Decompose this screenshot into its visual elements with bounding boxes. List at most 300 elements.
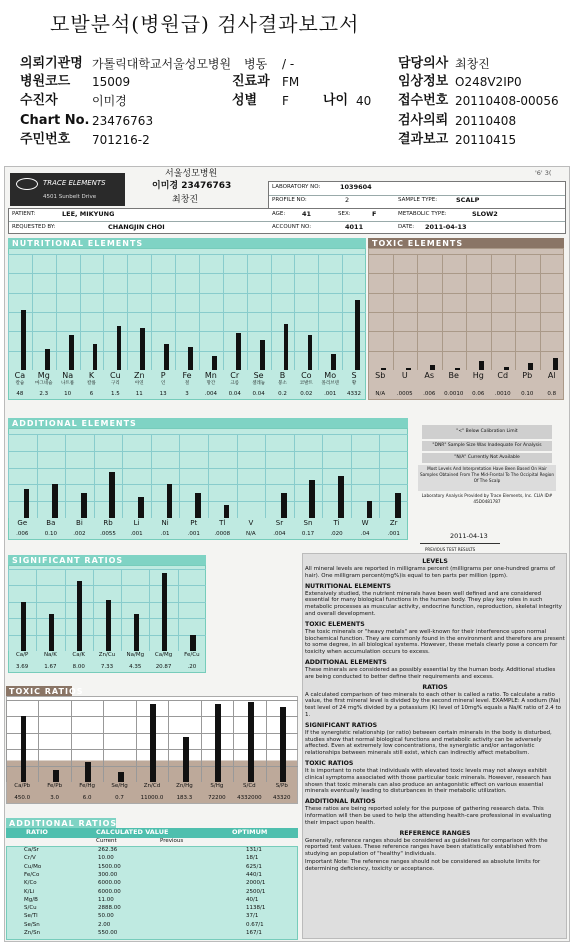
label-resident-no: 주민번호 — [20, 132, 71, 147]
chart-bar — [52, 484, 58, 518]
ratio-current: 550.00 — [98, 930, 118, 936]
element-label: Cr — [230, 371, 240, 380]
element-label: Tl — [219, 519, 226, 527]
logo-ellipse-icon — [16, 178, 38, 190]
col-line — [379, 434, 380, 518]
element-value: 0.0010 — [444, 391, 464, 397]
nutritional-chart — [8, 248, 366, 400]
col-line — [393, 254, 394, 370]
ratio-bar — [77, 581, 82, 651]
element-label: Ge — [17, 519, 28, 527]
element-value: .0008 — [214, 531, 231, 537]
element-korean: 크롬 — [230, 381, 240, 386]
col-line — [37, 434, 38, 518]
add-ratios-title: ADDITIONAL RATIOS — [9, 819, 118, 828]
element-label: Sr — [275, 519, 284, 527]
element-label: Bi — [76, 519, 83, 527]
date-value: 2011-04-13 — [425, 223, 467, 231]
chart-bar — [395, 493, 401, 518]
element-value: .002 — [73, 531, 86, 537]
label-clinical-info: 임상정보 — [398, 74, 449, 89]
legend-na: "N/A" Currently Not Available — [422, 453, 552, 463]
col-current: Current — [96, 838, 117, 844]
col-line — [208, 434, 209, 518]
chart-bar — [24, 489, 30, 518]
stamp-patient: 이미경 23476763 — [152, 181, 232, 191]
lab-no-value: 1039604 — [340, 183, 372, 191]
element-label: Mo — [324, 371, 337, 380]
grid-line — [8, 254, 366, 255]
element-value: 0.04 — [228, 391, 241, 397]
element-value: .001 — [324, 391, 337, 397]
label-institution: 의뢰기관명 — [20, 56, 83, 71]
legend-samples-note: Most Levels And Interpretation Have Been Based On Hair Samples Obtained From The Mid-Frontal To The Occipital Region Of The Scalp — [418, 465, 556, 491]
requested-label: REQUESTED BY: — [12, 224, 56, 230]
chart-bar — [140, 328, 145, 370]
add-ratios-rows — [6, 846, 298, 940]
ratio-bar — [53, 770, 59, 782]
stamp-hospital: 서울성모병원 — [165, 169, 218, 179]
ratio-current: 50.00 — [98, 913, 114, 920]
label-receipt-no: 접수번호 — [398, 93, 449, 108]
element-value: 0.04 — [252, 391, 265, 397]
chart-bar — [109, 472, 115, 518]
patient-value: LEE, MIKYUNG — [62, 210, 115, 218]
toxic-ratios-chart — [6, 696, 298, 804]
toxic-title: TOXIC ELEMENTS — [372, 239, 464, 248]
ratio-name: Fe/Co — [24, 871, 40, 878]
chart-bar — [117, 326, 122, 370]
chart-bar — [212, 356, 217, 370]
col-previous: Previous — [160, 838, 184, 844]
additional-chart — [8, 428, 408, 540]
ratio-optimum: 37/1 — [246, 913, 259, 920]
nutritional-title: NUTRITIONAL ELEMENTS — [12, 239, 144, 248]
chart-bar — [236, 333, 241, 370]
chart-bar — [553, 358, 558, 370]
ratio-value: 20.87 — [155, 664, 172, 670]
element-korean: 구리 — [111, 381, 120, 386]
metabolic-label: METABOLIC TYPE: — [398, 211, 447, 217]
ratio-value: 3.69 — [16, 664, 29, 670]
ratio-optimum: 625/1 — [246, 863, 262, 870]
col-line — [8, 254, 9, 370]
ratio-bar — [248, 702, 254, 782]
element-label: Li — [133, 519, 140, 527]
definition-title: REFERENCE RANGES — [399, 829, 471, 837]
chart-bar — [309, 480, 315, 518]
col-line — [65, 434, 66, 518]
col-line — [540, 254, 541, 370]
grid-line — [8, 585, 206, 586]
element-value: .020 — [330, 531, 343, 537]
element-label: As — [424, 371, 435, 380]
col-line — [223, 254, 224, 370]
element-korean: 칼륨 — [87, 381, 96, 386]
col-line — [122, 434, 123, 518]
signature-date: 2011-04-13 — [450, 532, 488, 540]
metabolic-value: SLOW2 — [472, 210, 498, 218]
ratio-bar — [183, 737, 189, 782]
element-label: Pb — [522, 371, 533, 380]
col-line — [93, 569, 94, 651]
element-value: .01 — [160, 531, 170, 537]
ratio-label: S/Pb — [275, 783, 288, 789]
ratio-bar — [134, 614, 139, 651]
definition-title: LEVELS — [422, 558, 448, 565]
chart-bar — [81, 493, 87, 518]
col-line — [8, 434, 9, 518]
col-line — [121, 569, 122, 651]
ratio-value: 4332000 — [237, 795, 262, 801]
definition-body: If the synergistic relationship (or ratio) between certain minerals in the body is disturbed, studies show that normal biological functions and metabolic activity can be adversely affected. Even at extremely low concentrations, the synergistic and/or antagonistic relationships between minerals still exist, which can indirectly affect metabolism. — [305, 729, 552, 757]
element-value: .006 — [16, 531, 29, 537]
element-value: .006 — [423, 391, 436, 397]
value-age: 40 — [356, 94, 372, 108]
definition-body: These minerals are considered as possibly essential by the human body. Additional studies are being conducted to better define their requirements and excess. — [305, 666, 556, 680]
element-korean: 붕소 — [278, 381, 287, 386]
ratio-optimum: 440/1 — [246, 871, 262, 878]
ratio-label: Ca/Mg — [154, 652, 173, 658]
col-line — [233, 700, 234, 782]
trace-elements-logo — [10, 173, 125, 206]
ratio-optimum: 1138/1 — [246, 905, 266, 912]
ratio-value: 4.35 — [129, 664, 142, 670]
element-label: K — [88, 371, 95, 380]
label-chart-no: Chart No. — [20, 113, 90, 128]
additional-title: ADDITIONAL ELEMENTS — [12, 419, 137, 428]
ratio-name: Cr/V — [24, 855, 36, 862]
ratio-value: 7.33 — [100, 664, 114, 670]
chart-bar — [281, 493, 287, 518]
col-line — [103, 700, 104, 782]
ratio-bar — [162, 573, 167, 651]
definition-title: RATIOS — [422, 683, 448, 691]
ratio-optimum: 2000/1 — [246, 880, 266, 887]
signature-line — [420, 543, 500, 544]
col-line — [322, 434, 323, 518]
element-label: Se — [253, 371, 264, 380]
element-value: 0.06 — [472, 391, 485, 397]
value-patient: 이미경 — [92, 94, 127, 108]
value-receipt-no: 20110408-00056 — [455, 94, 559, 108]
col-line — [201, 700, 202, 782]
legend-lab-credit: Laboratory Analysis Provided by Trace Elements, Inc. CLIA ID# 45D0481787 — [421, 493, 553, 504]
col-line — [294, 254, 295, 370]
col-line — [271, 254, 272, 370]
ratio-bar — [21, 716, 27, 782]
col-line — [247, 254, 248, 370]
element-label: Ca — [14, 371, 26, 380]
definition-title: NUTRITIONAL ELEMENTS — [305, 582, 391, 590]
ratio-value: 72200 — [208, 795, 226, 801]
label-report-date: 결과보고 — [398, 132, 449, 147]
toxic-ratios-title: TOXIC RATIOS — [9, 687, 84, 696]
value-institution: 가톨릭대학교서울성모병원 — [92, 57, 232, 71]
ratio-bar — [215, 704, 221, 782]
value-department: FM — [282, 75, 300, 89]
lab-no-label: LABORATORY NO: — [272, 184, 321, 190]
col-line — [417, 254, 418, 370]
sample-value: SCALP — [456, 196, 480, 204]
ratio-current: 10.00 — [98, 855, 114, 862]
element-label: Rb — [103, 519, 113, 527]
age-value: 41 — [302, 210, 312, 218]
col-line — [65, 569, 66, 651]
element-value: 13 — [159, 391, 167, 397]
ratio-optimum: 40/1 — [246, 896, 259, 903]
element-korean: 황 — [351, 381, 357, 386]
chart-bar — [430, 365, 435, 370]
legend-below-limit: "<" Below Calibration Limit — [422, 425, 552, 439]
element-korean: 코발트 — [299, 381, 313, 386]
element-korean: 아연 — [134, 381, 144, 386]
profile-value: 2 — [345, 196, 350, 204]
col-line — [32, 254, 33, 370]
col-line — [342, 254, 343, 370]
element-value: 3 — [185, 391, 189, 397]
col-line — [318, 254, 319, 370]
ratio-label: Na/Mg — [126, 652, 145, 658]
chart-bar — [21, 310, 26, 370]
element-value: 4332 — [347, 391, 362, 397]
ratio-name: S/Cu — [24, 905, 37, 912]
ratio-label: S/Cd — [242, 783, 256, 789]
col-line — [491, 254, 492, 370]
ratio-current: 2.00 — [98, 921, 111, 928]
ratio-current: 262.36 — [98, 847, 118, 853]
signature-caption: PREVIOUS TEST RESULTS — [425, 547, 476, 552]
label-hospital-code: 병원코드 — [20, 74, 71, 89]
col-line — [265, 434, 266, 518]
col-line — [6, 700, 7, 782]
ratio-current: 6000.00 — [98, 888, 121, 895]
ratio-name: K/Co — [24, 880, 37, 887]
chart-bar — [69, 335, 74, 370]
chart-bar — [355, 300, 360, 370]
element-korean: 망간 — [206, 381, 216, 386]
element-label: Fe — [182, 371, 192, 380]
chart-bar — [138, 497, 144, 518]
ratio-label: Zn/Cd — [143, 783, 161, 789]
element-value: .004 — [204, 391, 217, 397]
element-label: Al — [547, 371, 556, 380]
ratio-optimum: 2500/1 — [246, 888, 266, 895]
element-value: 0.8 — [547, 391, 557, 397]
ratio-value: 11000.0 — [140, 795, 164, 801]
date-label: DATE: — [398, 224, 415, 230]
ratio-value: 43320 — [273, 795, 291, 801]
sig-ratios-chart — [8, 565, 206, 673]
col-line — [178, 569, 179, 651]
chart-bar — [167, 484, 173, 518]
definition-body: A calculated comparison of two minerals to each other is called a ratio. To calculate a ratio value, the first mineral level is divided by the second mineral level. EXAMPLE: A sodium (Na) test level of 24 mg% divided by a potassium (K) level of 10mg% equals a Na/K ratio of 2.4 to 1. — [305, 691, 562, 718]
ratio-bar — [85, 762, 91, 783]
grid-line — [8, 331, 366, 332]
age-label: AGE: — [272, 211, 286, 217]
ratio-current: 2888.00 — [98, 905, 121, 912]
element-korean: 인 — [160, 381, 166, 386]
chart-bar — [284, 324, 289, 370]
definition-body: These ratios are being reported solely for the purpose of gathering research data. This information will then be used to help the attending health-care professional in evaluating their impact upon health. — [305, 806, 552, 826]
col-line — [151, 254, 152, 370]
element-value: 6 — [89, 391, 94, 397]
element-label: Ti — [333, 519, 340, 527]
element-label: Zr — [389, 519, 398, 527]
ratio-bar — [118, 772, 124, 782]
definition-body: Extensively studied, the nutrient minerals have been well defined and are considered essential for many biological functions in the human body. They play key roles in such metabolic processes as muscular activity, endocrine function, reproduction, skeletal integrity and overall development. — [305, 590, 562, 617]
element-korean: 셀레늄 — [252, 381, 266, 386]
ratio-name: Se/Sn — [24, 921, 40, 928]
element-value: 10 — [64, 391, 72, 397]
ratio-value: 8.00 — [72, 664, 85, 670]
element-label: S — [351, 371, 357, 380]
definition-title: TOXIC ELEMENTS — [305, 620, 365, 628]
col-ratio: RATIO — [26, 828, 48, 836]
definition-body: The toxic minerals or "heavy metals" are well-known for their interference upon normal biochemical function. They are commonly found in the environment and therefore are present to some degree, in all biological systems. However, these metals clearly pose a concern for toxicity when accumulation occurs to excess. — [305, 628, 565, 656]
col-line — [199, 254, 200, 370]
definition-title: ADDITIONAL RATIOS — [305, 798, 376, 806]
ratio-name: Se/Tl — [24, 913, 38, 920]
element-korean: 칼슘 — [15, 381, 25, 386]
sample-label: SAMPLE TYPE: — [398, 197, 438, 203]
col-line — [466, 254, 467, 370]
col-line — [351, 434, 352, 518]
ratio-bar — [150, 704, 156, 782]
element-value: 0.02 — [300, 391, 313, 397]
definition-title: SIGNIFICANT RATIOS — [305, 721, 378, 729]
ratio-current: 300.00 — [98, 871, 118, 878]
value-clinical-info: O248V2IP0 — [455, 75, 522, 89]
element-value: 2.3 — [39, 391, 49, 397]
chart-bar — [93, 344, 98, 370]
chart-bar — [338, 476, 344, 518]
ratio-name: Ca/Sr — [24, 847, 39, 853]
element-korean: 철 — [184, 381, 190, 386]
page-title: 모발분석(병원급) 검사결과보고서 — [50, 12, 360, 36]
element-label: Na — [62, 371, 74, 380]
col-line — [175, 254, 176, 370]
element-value: .001 — [130, 531, 143, 537]
chart-bar — [528, 363, 533, 370]
definition-body: It is important to note that individuals with elevated toxic levels may not always exhibit clinical symptoms associated with those particular toxic minerals. However, research has shown that toxic minerals can also produce an antagonistic effect on various essential minerals eventually leading to disturbances in their metabolic utilization. — [305, 767, 552, 795]
chart-bar — [308, 335, 313, 370]
ratio-current: 11.00 — [98, 896, 114, 903]
element-label: Pt — [190, 519, 198, 527]
ratio-name: Zn/Sn — [24, 930, 41, 936]
requested-value: CHANGJIN CHOI — [108, 223, 165, 231]
chart-bar — [331, 354, 336, 370]
ratio-bar — [190, 635, 195, 651]
element-label: Be — [448, 371, 459, 380]
value-doctor: 최창진 — [455, 57, 490, 71]
ratio-name: Cu/Mo — [24, 863, 42, 870]
ratio-label: Na/K — [43, 652, 57, 658]
ratio-bar — [280, 707, 286, 782]
definition-body: Important Note: The reference ranges should not be considered as absolute limits for determining deficiency, toxicity or acceptance. — [305, 858, 541, 872]
col-line — [149, 569, 150, 651]
chart-bar — [367, 501, 373, 518]
chart-bar — [479, 361, 484, 370]
ratio-label: Ca/P — [15, 652, 29, 658]
ratio-label: Se/Hg — [111, 783, 128, 789]
grid-line — [8, 293, 366, 294]
col-line — [294, 434, 295, 518]
chart-bar — [188, 347, 193, 370]
value-chart-no: 23476763 — [92, 114, 154, 128]
definition-body: All mineral levels are reported in milligrams percent (milligrams per one-hundred grams of hair). One milligram percent(mg%)is equal to ten parts per million (ppm). — [305, 566, 556, 579]
grid-line — [8, 312, 366, 313]
value-report-date: 20110415 — [455, 133, 517, 147]
value-hospital-code: 15009 — [92, 75, 131, 89]
element-korean: 몰리브덴 — [321, 381, 339, 386]
element-label: Sn — [303, 519, 313, 527]
element-value: 0.10 — [521, 391, 534, 397]
legend-box — [412, 425, 562, 545]
chart-bar — [381, 368, 386, 370]
element-label: Mg — [37, 371, 50, 380]
sex-label: SEX: — [338, 211, 351, 217]
legend-dnr: "DNR" Sample Size Was Inadequate For Analysis — [422, 441, 552, 451]
definitions-text — [305, 555, 565, 937]
element-value: .004 — [273, 531, 286, 537]
label-request-date: 검사의뢰 — [398, 113, 449, 128]
element-value: .001 — [187, 531, 200, 537]
col-line — [38, 700, 39, 782]
col-line — [515, 254, 516, 370]
element-label: Mn — [204, 371, 217, 380]
toxic-chart — [368, 248, 564, 400]
ratio-name: Mg/B — [24, 896, 38, 903]
col-calculated: CALCULATED VALUE — [96, 828, 169, 836]
ratio-value: 183.3 — [176, 795, 193, 801]
value-request-date: 20110408 — [455, 114, 517, 128]
col-line — [237, 434, 238, 518]
element-label: W — [361, 519, 369, 527]
chart-bar — [455, 368, 460, 370]
sex-value: F — [372, 210, 377, 218]
element-label: U — [401, 371, 408, 380]
element-value: N/A — [245, 531, 256, 537]
col-line — [136, 700, 137, 782]
corner-mark: '6' 3( — [535, 169, 552, 177]
ratio-value: 0.7 — [115, 795, 124, 801]
chart-bar — [164, 344, 169, 370]
ratio-optimum: 167/1 — [246, 930, 262, 936]
ratio-label: Zn/Cu — [98, 652, 116, 658]
label-sex: 성별 — [232, 93, 258, 108]
col-line — [442, 254, 443, 370]
element-korean: 마그네슘 — [35, 381, 53, 386]
col-line — [36, 569, 37, 651]
ratio-optimum: 0.67/1 — [246, 921, 264, 928]
logo-text: TRACE ELEMENTS — [43, 179, 106, 187]
ratio-bar — [21, 602, 26, 651]
patient-label: PATIENT: — [12, 211, 36, 217]
label-patient: 수진자 — [20, 93, 58, 108]
col-optimum: OPTIMUM — [232, 828, 268, 836]
grid-line — [8, 351, 366, 352]
element-value: 48 — [16, 391, 24, 397]
element-korean: 나트륨 — [61, 381, 75, 386]
element-label: Hg — [472, 371, 484, 380]
ratio-bar — [106, 600, 111, 651]
ratio-value: 3.0 — [50, 795, 60, 801]
element-value: 0.2 — [278, 391, 287, 397]
ratio-label: Fe/Cu — [184, 652, 200, 658]
chart-bar — [504, 367, 509, 370]
ratio-label: Fe/Pb — [47, 783, 63, 789]
